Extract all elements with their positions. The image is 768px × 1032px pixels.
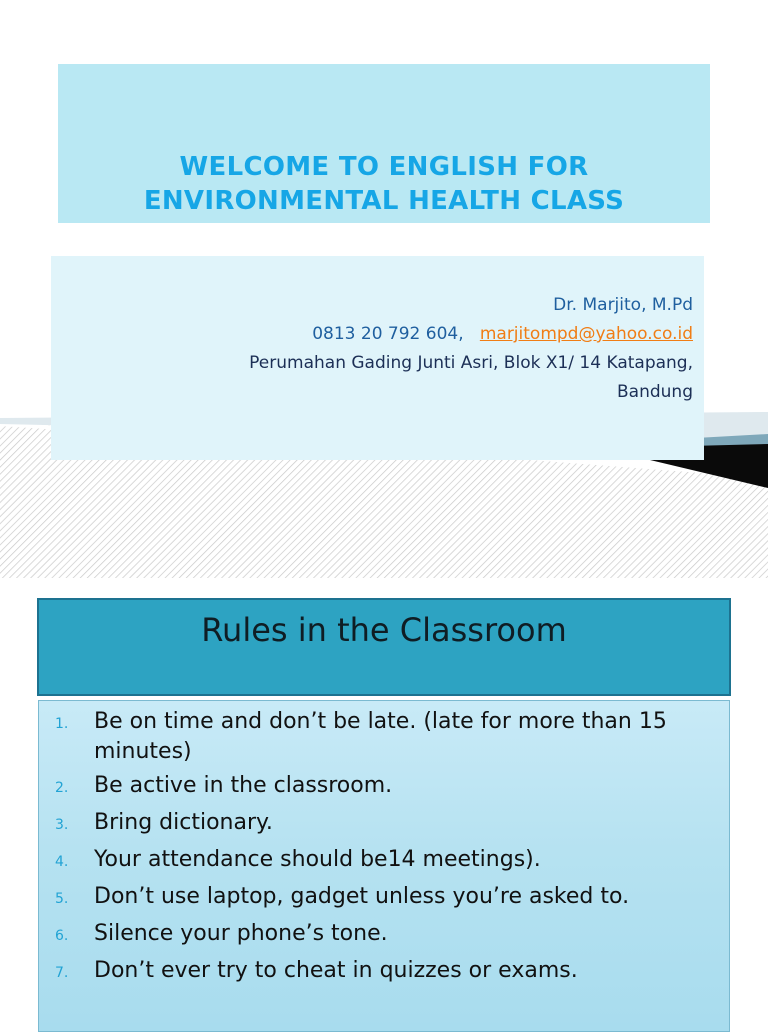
email-link[interactable]: marjitompd@yahoo.co.id [479, 324, 693, 344]
rule-text: Be active in the classroom. [94, 773, 393, 798]
rule-text: Silence your phone’s tone. [94, 921, 388, 946]
contact-line [249, 320, 693, 349]
rule-text: Be on time and don’t be late. (late for more than 15 minutes) [94, 709, 667, 764]
slide-title [58, 150, 710, 218]
list-item [39, 707, 721, 767]
rule-number: 5. [55, 891, 69, 907]
rule-text: Bring dictionary. [94, 810, 273, 835]
list-item [39, 956, 721, 989]
address-line-2: Bandung [617, 382, 693, 402]
contact-info [249, 291, 693, 407]
rule-number: 7. [55, 965, 69, 981]
rule-number: 2. [55, 780, 69, 796]
title-line-1: WELCOME TO ENGLISH FOR [179, 152, 589, 182]
rules-title: Rules in the Classroom [201, 611, 567, 649]
rules-list [39, 701, 729, 989]
contact-box [51, 256, 704, 460]
title-box [58, 64, 710, 223]
rule-number: 3. [55, 817, 69, 833]
rule-text: Your attendance should be14 meetings). [94, 847, 541, 872]
rule-number: 4. [55, 854, 69, 870]
list-item [39, 882, 721, 915]
list-item [39, 771, 721, 804]
rule-number: 1. [55, 716, 69, 732]
rule-number: 6. [55, 928, 69, 944]
list-item [39, 808, 721, 841]
rule-text: Don’t use laptop, gadget unless you’re asked to. [94, 884, 630, 909]
rules-box [38, 700, 730, 1032]
title-line-2: ENVIRONMENTAL HEALTH CLASS [143, 186, 625, 216]
rule-text: Don’t ever try to cheat in quizzes or exams. [94, 958, 578, 983]
phone-number: 0813 20 792 604, [312, 324, 464, 344]
list-item [39, 845, 721, 878]
address-line-1: Perumahan Gading Junti Asri, Blok X1/ 14 Katapang, [249, 353, 693, 373]
rules-slide [0, 578, 768, 1024]
instructor-name: Dr. Marjito, M.Pd [553, 295, 693, 315]
rules-header [37, 598, 731, 696]
list-item [39, 919, 721, 952]
